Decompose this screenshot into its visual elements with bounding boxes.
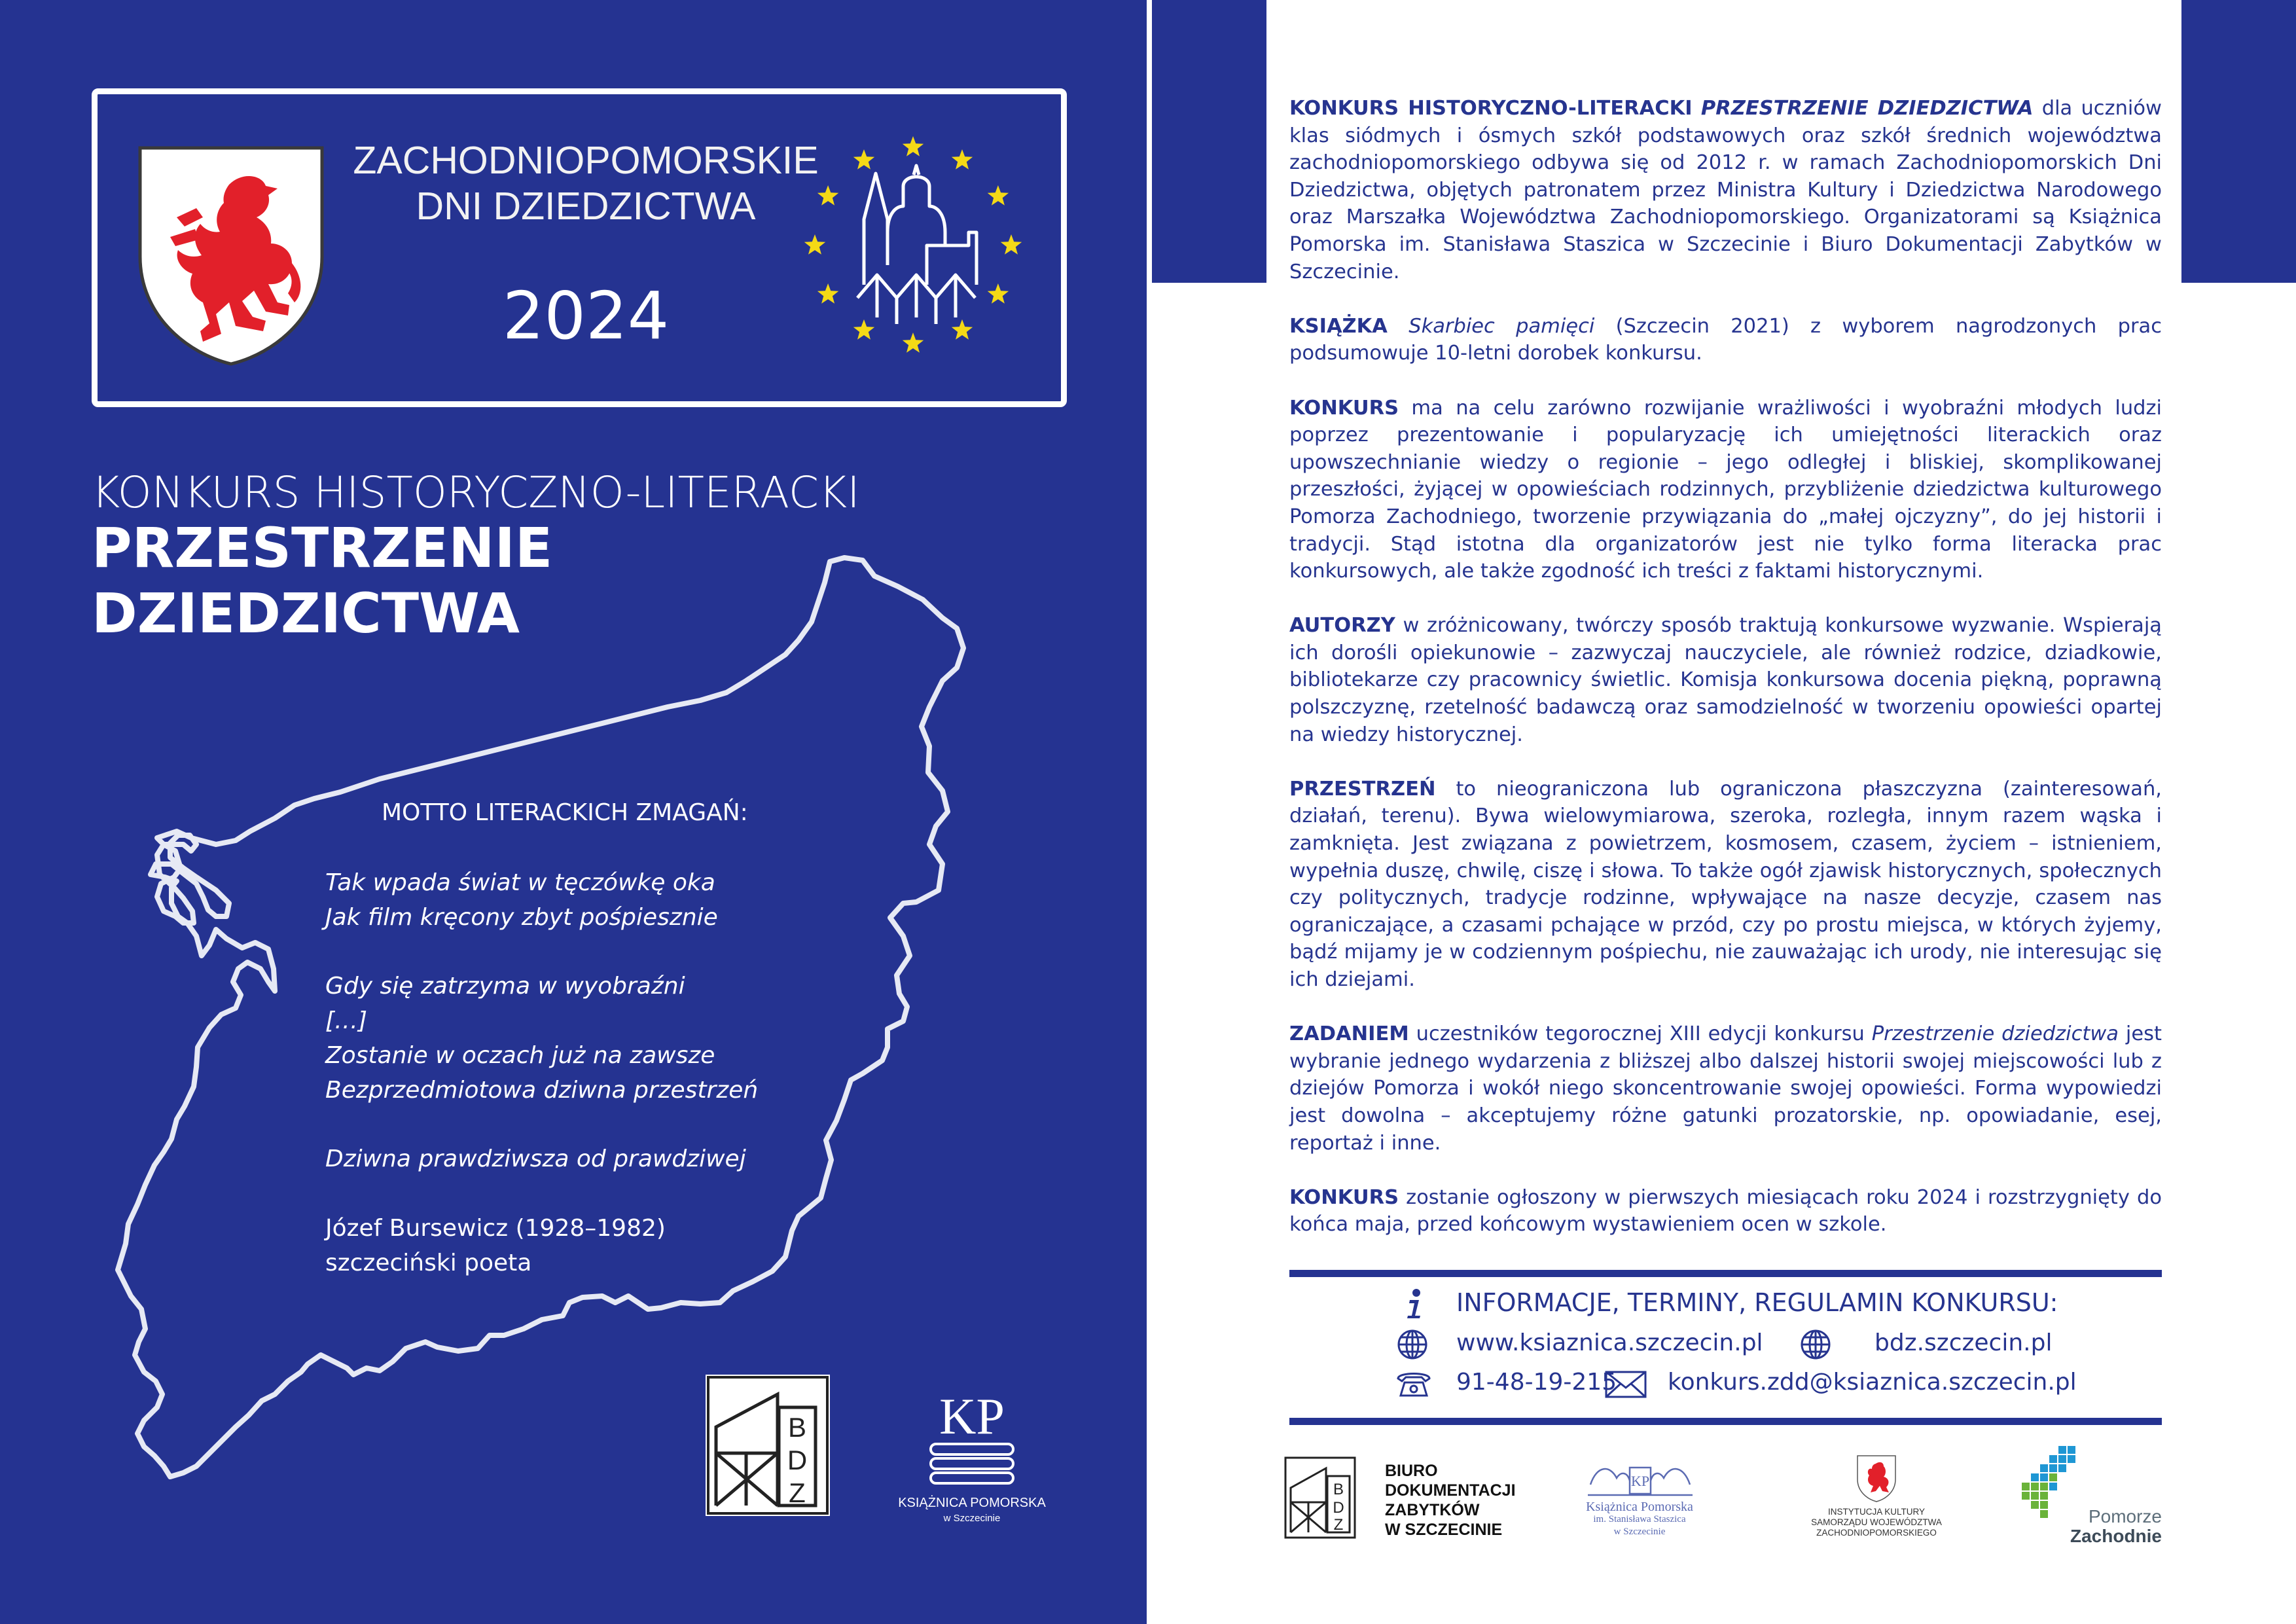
poem-stanza-gap bbox=[325, 935, 758, 969]
bdz-label-line: ZABYTKÓW bbox=[1385, 1501, 1480, 1519]
paragraph-body: ma na celu zarówno rozwijanie wrażliwości i wyobraźni młodych ludzi poprzez prezentowanie i popularyzację ich umiejętności literackich oraz upowszechnianie wiedzy o regionie – jego odległej i bliskiej, skomplikowanej przeszłości, żyjącej w opowieściach rodzinnych, przybliżenie dziedzictwa kulturowego Pomorza Zachodniego, tworzenie przywiązania do „małej ojczyzny”, do jej historii i tradycji. Stąd istotna dla organizatorów jest nie tylko forma literacka prac konkursowych, ale także zgodność ich treści z faktami historycznymi. bbox=[1289, 396, 2162, 583]
cover-panel bbox=[0, 0, 1147, 1624]
bdz-label-line: DOKUMENTACJI bbox=[1385, 1481, 1516, 1500]
contest-title-line1: PRZESTRZENIE bbox=[92, 516, 553, 580]
poem-line: Jak film kręcony zbyt pośpiesznie bbox=[325, 904, 718, 931]
kp-emblem-icon bbox=[1584, 1458, 1696, 1499]
contest-name-italic: Przestrzenie dziedzictwa bbox=[1871, 1022, 2119, 1046]
website-link-bdz[interactable]: bdz.szczecin.pl bbox=[1874, 1329, 2053, 1356]
top-tab-left bbox=[1152, 0, 1266, 283]
pomorze-pixel bbox=[2031, 1492, 2039, 1500]
lead-word: AUTORZY bbox=[1289, 614, 1395, 638]
pomorze-pixel bbox=[2031, 1501, 2039, 1509]
pomorze-pixel bbox=[2022, 1483, 2030, 1490]
bdz-letter-z: Z bbox=[789, 1477, 806, 1508]
paragraph-body: jest wybranie jednego wydarzenia z bliższej albo dalszej historii swojej miejscowości lub z dziejów Pomorza i wokół niego skoncentrowanie swojej opowieści. Forma wypowiedzi jest dowolna – akceptujemy różne gatunki prozatorskie, np. opowiadanie, esej, reportaż i inne. bbox=[1289, 1022, 2162, 1155]
bdz-small-letter-z: Z bbox=[1333, 1516, 1344, 1534]
kp-label bbox=[897, 1495, 1047, 1526]
paragraph-body: w zróżnicowany, twórczy sposób traktują konkursowe wyzwanie. Wspierają ich dorośli opiekunowie – zazwyczaj nauczyciele, ale również rodzice, dziadkowie, bibliotekarze czy pracownicy świetlic. Komisja konkursowa docenia piękną, poprawną polszczyznę, rzetelność badawczą oraz samodzielność w tworzeniu opowieści opartej na wiedzy historycznej. bbox=[1289, 614, 2162, 746]
paragraph-body: dla uczniów klas siódmych i ósmych szkół podstawowych oraz szkół średnich województwa zachodniopomorskiego odbywa się od 2012 r. w ramach Zachodniopomorskich Dni Dziedzictwa, objętych patronatem przez Ministra Kultury i Dziedzictwa Narodowego oraz Marszałka Województwa Zachodniopomorskiego. Organizatorami są Książnica Pomorska im. Stanisława Staszica w Szczecinie i Biuro Dokumentacji Zabytków w Szczecinie. bbox=[1289, 97, 2162, 283]
book-title: Skarbiec pamięci bbox=[1408, 314, 1595, 338]
pomorze-pixel bbox=[2058, 1455, 2066, 1463]
pomorze-pixel bbox=[2040, 1510, 2048, 1518]
event-title-line1: ZACHODNIOPOMORSKIE bbox=[353, 139, 819, 182]
pomorze-pixel bbox=[2040, 1483, 2048, 1490]
lead-word: KONKURS bbox=[1289, 1185, 1399, 1209]
pomorze-pixel bbox=[2049, 1473, 2057, 1481]
poem-stanza-gap bbox=[325, 1108, 758, 1142]
paragraph-book bbox=[1289, 313, 2162, 367]
description-text bbox=[1289, 95, 2162, 1266]
pomorze-zachodnie-label bbox=[2064, 1507, 2162, 1546]
paragraph-body: (Szczecin 2021) z wyborem nagrodzonych prac podsumowuje 10-letni dorobek konkursu. bbox=[1289, 314, 2162, 365]
event-title-line2: DNI DZIEDZICTWA bbox=[416, 185, 756, 228]
lead-word: KONKURS bbox=[1289, 396, 1399, 420]
paragraph-schedule bbox=[1289, 1184, 2162, 1238]
email-link[interactable]: konkurs.zdd@ksiaznica.szczecin.pl bbox=[1668, 1369, 2077, 1396]
globe-icon bbox=[1800, 1329, 1831, 1360]
phone-icon bbox=[1395, 1369, 1432, 1398]
kp-label-small bbox=[1571, 1501, 1708, 1538]
pomorze-pixel bbox=[2049, 1455, 2057, 1463]
lead-italic: PRZESTRZENIE DZIEDZICTWA bbox=[1700, 97, 2034, 120]
kp-name: KSIĄŻNICA POMORSKA bbox=[898, 1496, 1046, 1510]
pomorze-pixel bbox=[2040, 1464, 2048, 1472]
phone-number[interactable]: 91-48-19-215 bbox=[1456, 1369, 1617, 1396]
poem-line: Zostanie w oczach już na zawsze bbox=[325, 1042, 715, 1069]
paragraph-intro bbox=[1289, 95, 2162, 285]
culture-label-line: SAMORZĄDU WOJEWÓDZTWA bbox=[1811, 1517, 1942, 1527]
bdz-label-line: BIURO bbox=[1385, 1462, 1438, 1480]
paragraph-body: uczestników tegorocznej XIII edycji konkursu bbox=[1408, 1022, 1872, 1046]
lead-word: KONKURS HISTORYCZNO-LITERACKI bbox=[1289, 97, 1693, 120]
info-bottom-rule bbox=[1289, 1418, 2162, 1425]
culture-label-line: INSTYTUCJA KULTURY bbox=[1827, 1507, 1926, 1517]
motto-heading: MOTTO LITERACKICH ZMAGAŃ: bbox=[382, 799, 748, 826]
pomorze-pixel bbox=[2031, 1483, 2039, 1490]
bdz-small-letter-d: D bbox=[1333, 1499, 1344, 1517]
motto-poem bbox=[325, 865, 758, 1176]
pomorze-pixel bbox=[2040, 1492, 2048, 1500]
paragraph-task bbox=[1289, 1020, 2162, 1157]
author-description: szczeciński poeta bbox=[325, 1250, 532, 1276]
poem-line: Dziwna prawdziwsza od prawdziwej bbox=[325, 1146, 746, 1172]
info-icon bbox=[1401, 1288, 1427, 1321]
bdz-letter-b: B bbox=[787, 1412, 807, 1443]
poem-line: Bezprzedmiotowa dziwna przestrzeń bbox=[325, 1077, 759, 1104]
books-mark bbox=[931, 1444, 1013, 1483]
pomorze-pixel bbox=[2068, 1446, 2075, 1454]
paragraph-goal bbox=[1289, 395, 2162, 585]
lead-word: PRZESTRZEŃ bbox=[1289, 777, 1436, 801]
bdz-logo bbox=[706, 1375, 830, 1516]
globe-icon bbox=[1397, 1329, 1428, 1360]
bdz-label bbox=[1385, 1461, 1516, 1540]
pomorze-pixel bbox=[2049, 1464, 2057, 1472]
pomorze-pixel bbox=[2040, 1501, 2048, 1509]
kp-mark: KP bbox=[939, 1388, 1005, 1445]
paragraph-body: zostanie ogłoszony w pierwszych miesiącach roku 2024 i rozstrzygnięty do końca maja, przed końcowym wystawieniem ocen w szkole. bbox=[1289, 1185, 2162, 1236]
pomorze-pixel bbox=[2058, 1446, 2066, 1454]
poem-author bbox=[325, 1211, 666, 1280]
pomorze-label-line1: Pomorze bbox=[2088, 1506, 2162, 1526]
info-top-rule bbox=[1289, 1270, 2162, 1277]
top-tab-right bbox=[2181, 0, 2296, 283]
lead-word: KSIĄŻKA bbox=[1289, 314, 1388, 338]
paragraph-space bbox=[1289, 776, 2162, 994]
kp-label-line: im. Stanisława Staszica bbox=[1593, 1514, 1686, 1525]
kp-label-line: w Szczecinie bbox=[1613, 1526, 1666, 1537]
contest-title-line2: DZIEDZICTWA bbox=[92, 581, 520, 645]
culture-label-line: ZACHODNIOPOMORSKIEGO bbox=[1816, 1528, 1937, 1538]
pomorze-pixel bbox=[2058, 1464, 2066, 1472]
pomorze-pixel bbox=[2049, 1483, 2057, 1490]
kp-place: w Szczecinie bbox=[943, 1513, 1001, 1524]
pomorze-pixel bbox=[2040, 1473, 2048, 1481]
poem-line: Tak wpada świat w tęczówkę oka bbox=[325, 869, 715, 896]
paragraph-body: to nieograniczona lub ograniczona płaszczyzna (zainteresowań, działań, terenu). Bywa wielowymiarowa, szeroka, rozległa, innym razem wąska i zamknięta. Jest związana z powietrzem, kosmosem, czasem, życiem – istnieniem, wypełnia duszę, chwilę, ciszę i słowa. To także ogół zjawisk historycznych, społecznych czy politycznych, tradycje rodzinne, wpływające na nasze decyzje, czasem nas ograniczające, a czasami pchające w przód, czy po prostu miejsca, w których żyjemy, bądź mijamy je w codziennym pośpiechu, nie zauważając ich urody, nie interesując się ich dziejami. bbox=[1289, 777, 2162, 991]
culture-institution-label bbox=[1793, 1507, 1960, 1538]
pomorze-pixel bbox=[2031, 1473, 2039, 1481]
griffin-crest-small-icon bbox=[1856, 1454, 1897, 1503]
bdz-letter-d: D bbox=[787, 1445, 808, 1475]
author-name: Józef Bursewicz (1928–1982) bbox=[325, 1215, 666, 1242]
poem-line: […] bbox=[325, 1007, 368, 1034]
poem-line: Gdy się zatrzyma w wyobraźni bbox=[325, 973, 685, 1000]
mail-icon bbox=[1605, 1371, 1647, 1398]
paragraph-authors bbox=[1289, 612, 2162, 748]
kp-label-line: Książnica Pomorska bbox=[1586, 1500, 1693, 1514]
lead-word: ZADANIEM bbox=[1289, 1022, 1409, 1046]
pomorze-label-line2: Zachodnie bbox=[2070, 1526, 2162, 1546]
contest-subtitle: KONKURS HISTORYCZNO-LITERACKI bbox=[92, 467, 860, 518]
event-year: 2024 bbox=[502, 278, 670, 354]
info-heading: INFORMACJE, TERMINY, REGULAMIN KONKURSU: bbox=[1456, 1288, 2058, 1317]
kp-small-mark: KP bbox=[1630, 1473, 1650, 1489]
bdz-small-letter-b: B bbox=[1333, 1481, 1344, 1498]
website-link-ksiaznica[interactable]: www.ksiaznica.szczecin.pl bbox=[1456, 1329, 1763, 1356]
pomorze-pixel bbox=[2068, 1455, 2075, 1463]
bdz-logo-small bbox=[1284, 1456, 1356, 1539]
pomorze-pixel bbox=[2022, 1492, 2030, 1500]
bdz-label-line: W SZCZECINIE bbox=[1385, 1521, 1503, 1539]
